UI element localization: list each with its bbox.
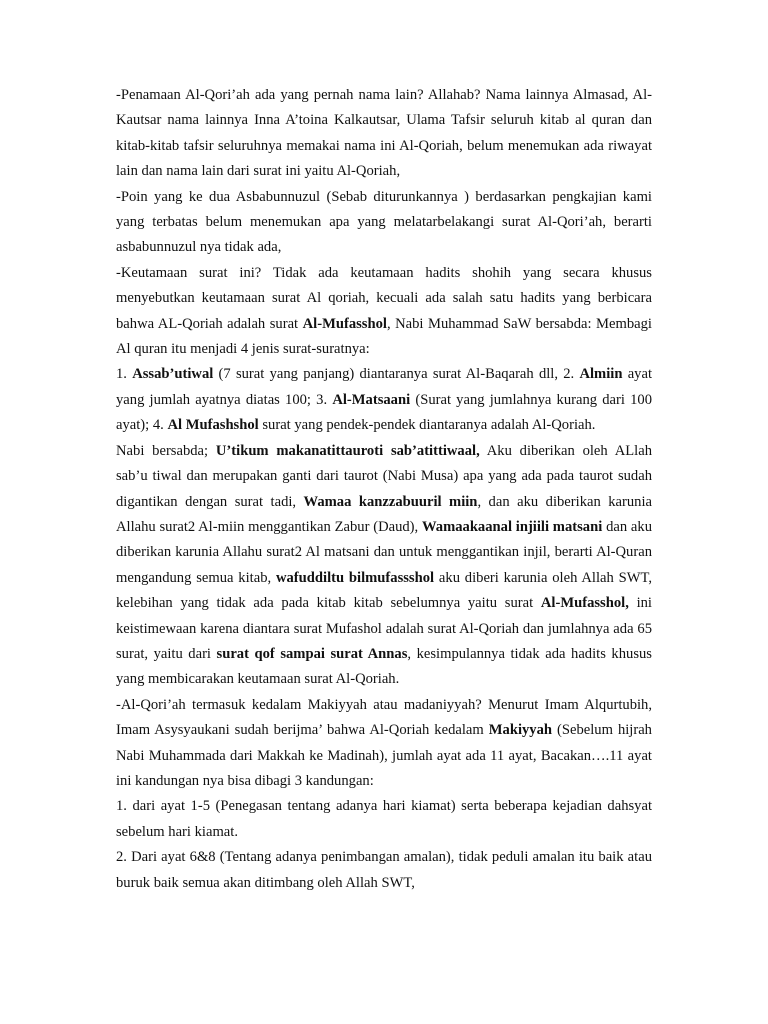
text-run: -Al-Qori’ah termasuk kedalam Makiyyah atau madaniyyah? Menurut Imam Alqurtubih, Imam Asysyaukani sudah berijma’ bahwa Al-Qoriah kedalam [116, 696, 652, 739]
text-run: surat yang pendek-pendek diantaranya adalah Al-Qoriah. [258, 417, 596, 434]
text-run: ini keistimewaan karena diantara surat Mufashol adalah surat Al-Qoriah dan jumlahnya ada 65 surat, yaitu dari [116, 595, 652, 662]
bold-text-run: Al-Matsaani [332, 391, 411, 408]
bold-text-run: Al-Mufasshol, [540, 595, 629, 612]
bold-text-run: Assab’utiwal [132, 366, 214, 383]
bold-text-run: Wamaakaanal injiili matsani [421, 518, 603, 535]
text-run: dan aku diberikan karunia Allahu surat2 Al matsani dan untuk menggantikan injil, berarti Al-Quran mengandung semua kitab, [116, 518, 652, 586]
paragraph [116, 439, 652, 693]
text-run: -Poin yang ke dua Asbabunnuzul (Sebab diturunkannya ) berdasarkan pengkajian kami yang terbatas belum menemukan apa yang melatarbelakangi surat Al-Qori’ah, berarti asbabunnuzul nya tidak ada, [116, 188, 652, 256]
text-run: -Penamaan Al-Qori’ah ada yang pernah nama lain? Allahab? Nama lainnya Almasad, Al-Kautsar nama lainnya Inna A’toina Kalkautsar, Ulama Tafsir seluruh kitab al quran dan kitab-kitab tafsir seluruhnya memakai nama ini Al-Qoriah, belum menemukan ada riwayat lain dan nama lain dari surat ini yaitu Al-Qoriah, [116, 87, 652, 180]
text-run: aku diberi karunia oleh Allah SWT, kelebihan yang tidak ada pada kitab kitab sebelumnya yaitu surat [116, 569, 652, 612]
bold-text-run: Wamaa kanzzabuuril miin [303, 493, 478, 510]
paragraph [116, 845, 652, 896]
text-run: 1. [116, 366, 133, 383]
paragraph [116, 693, 652, 795]
text-run: Nabi bersabda; [116, 442, 216, 459]
text-run: , Nabi Muhammad SaW bersabda: Membagi Al quran itu menjadi 4 jenis surat-suratnya: [116, 315, 652, 358]
paragraph [116, 261, 652, 363]
bold-text-run: Makiyyah [488, 722, 552, 739]
bold-text-run: U’tikum makanatittauroti sab’atittiwaal, [215, 442, 480, 459]
bold-text-run: Al-Mufasshol [302, 315, 387, 332]
text-run: Aku diberikan oleh ALlah sab’u tiwal dan merupakan ganti dari taurot (Nabi Musa) apa yang ada pada taurot sudah digantikan dengan surat tadi, [116, 442, 652, 510]
document-body [116, 83, 652, 896]
text-run: -Keutamaan surat ini? Tidak ada keutamaan hadits shohih yang secara khusus menyebutkan keutamaan surat Al qoriah, kecuali ada salah satu hadits yang berbicara bahwa AL-Qoriah adalah surat [116, 264, 652, 332]
text-run: (Sebelum hijrah Nabi Muhammada dari Makkah ke Madinah), jumlah ayat ada 11 ayat, Bacakan….11 ayat ini kandungan nya bisa dibagi 3 kandungan: [116, 722, 652, 789]
text-run: ayat yang jumlah ayatnya diatas 100; 3. [116, 366, 652, 408]
paragraph [116, 362, 652, 438]
text-run: , dan aku diberikan karunia Allahu surat2 Al-miin menggantikan Zabur (Daud), [116, 493, 652, 535]
bold-text-run: Al Mufashshol [167, 417, 259, 434]
paragraph [116, 83, 652, 185]
bold-text-run: Almiin [579, 366, 623, 383]
bold-text-run: surat qof sampai surat Annas [216, 645, 408, 662]
paragraph [116, 185, 652, 261]
paragraph [116, 794, 652, 845]
text-run: , kesimpulannya tidak ada hadits khusus yang membicarakan keutamaan surat Al-Qoriah. [116, 645, 652, 688]
text-run: 2. Dari ayat 6&8 (Tentang adanya penimbangan amalan), tidak peduli amalan itu baik atau buruk baik semua akan ditimbang oleh Allah SWT, [116, 849, 652, 891]
text-run: (Surat yang jumlahnya kurang dari 100 ayat); 4. [116, 391, 652, 434]
bold-text-run: wafuddiltu bilmufassshol [275, 569, 435, 586]
text-run: (7 surat yang panjang) diantaranya surat Al-Baqarah dll, 2. [213, 366, 580, 383]
text-run: 1. dari ayat 1-5 (Penegasan tentang adanya hari kiamat) serta beberapa kejadian dahsyat sebelum hari kiamat. [116, 798, 652, 840]
